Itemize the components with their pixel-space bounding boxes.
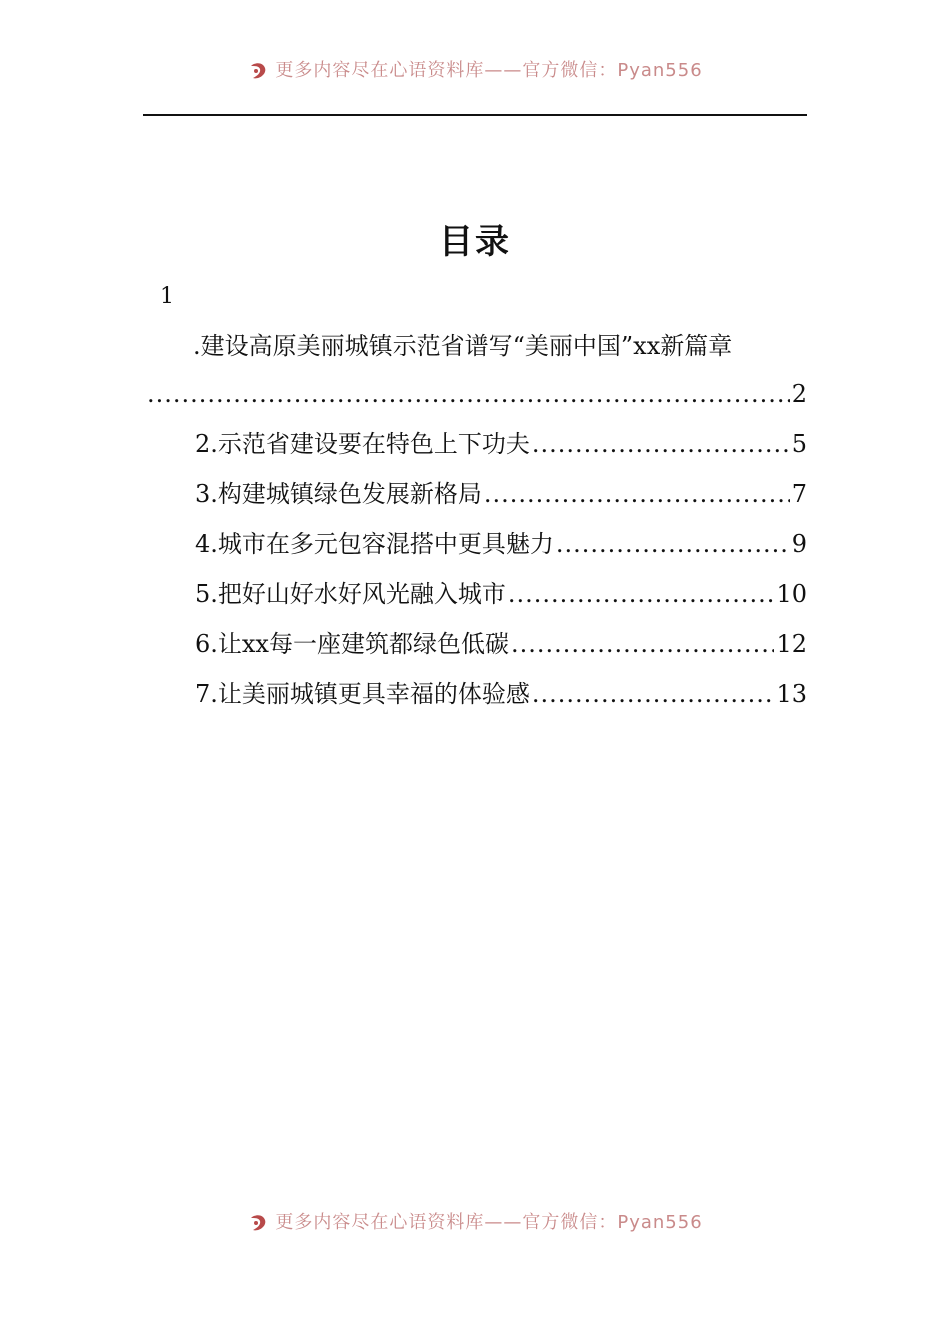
toc-entry xyxy=(195,426,807,462)
toc-entry-1-page: 2 xyxy=(791,380,807,408)
brand-logo-icon xyxy=(247,60,269,82)
toc-entry-text: 3.构建城镇绿色发展新格局 xyxy=(195,480,482,508)
toc-entry-text: 5.把好山好水好风光融入城市 xyxy=(195,580,506,608)
dot-leader xyxy=(532,426,790,462)
dot-leader xyxy=(484,476,790,512)
header-divider xyxy=(143,114,807,116)
toc-entry xyxy=(195,526,807,562)
header-watermark-text: 更多内容尽在心语资料库——官方微信：Pyan556 xyxy=(275,60,703,81)
toc-entry-text: 6.让xx每一座建筑都绿色低碳 xyxy=(195,630,509,658)
dot-leader xyxy=(556,526,790,562)
footer-watermark xyxy=(0,1210,950,1236)
toc-entry-text: 2.示范省建设要在特色上下功夫 xyxy=(195,430,530,458)
toc-entry-1-text: .建设高原美丽城镇示范省谱写“美丽中国”xx新篇章 xyxy=(193,332,733,360)
toc-entry-1-leader xyxy=(145,376,807,412)
toc-entry-page: 7 xyxy=(791,480,807,508)
toc-entry xyxy=(195,676,807,712)
page-title: 目录 xyxy=(439,222,511,262)
dot-leader xyxy=(147,376,790,412)
toc-entry-page: 9 xyxy=(791,530,807,558)
dot-leader xyxy=(508,576,775,612)
toc-entry-text: 4.城市在多元包容混搭中更具魅力 xyxy=(195,530,554,558)
brand-logo-icon xyxy=(247,1212,269,1234)
toc-entry xyxy=(195,476,807,512)
toc-entry-page: 5 xyxy=(791,430,807,458)
header-watermark xyxy=(0,58,950,84)
dot-leader xyxy=(511,626,774,662)
toc-entry xyxy=(195,626,807,662)
toc-entry-page: 13 xyxy=(776,680,807,708)
toc-entry-page: 10 xyxy=(776,580,807,608)
toc-entry-1-number: 1 xyxy=(160,284,174,309)
dot-leader xyxy=(532,676,775,712)
footer-watermark-text: 更多内容尽在心语资料库——官方微信：Pyan556 xyxy=(275,1212,703,1233)
toc-entry-text: 7.让美丽城镇更具幸福的体验感 xyxy=(195,680,530,708)
toc-entry-page: 12 xyxy=(776,630,807,658)
toc-entry xyxy=(195,576,807,612)
